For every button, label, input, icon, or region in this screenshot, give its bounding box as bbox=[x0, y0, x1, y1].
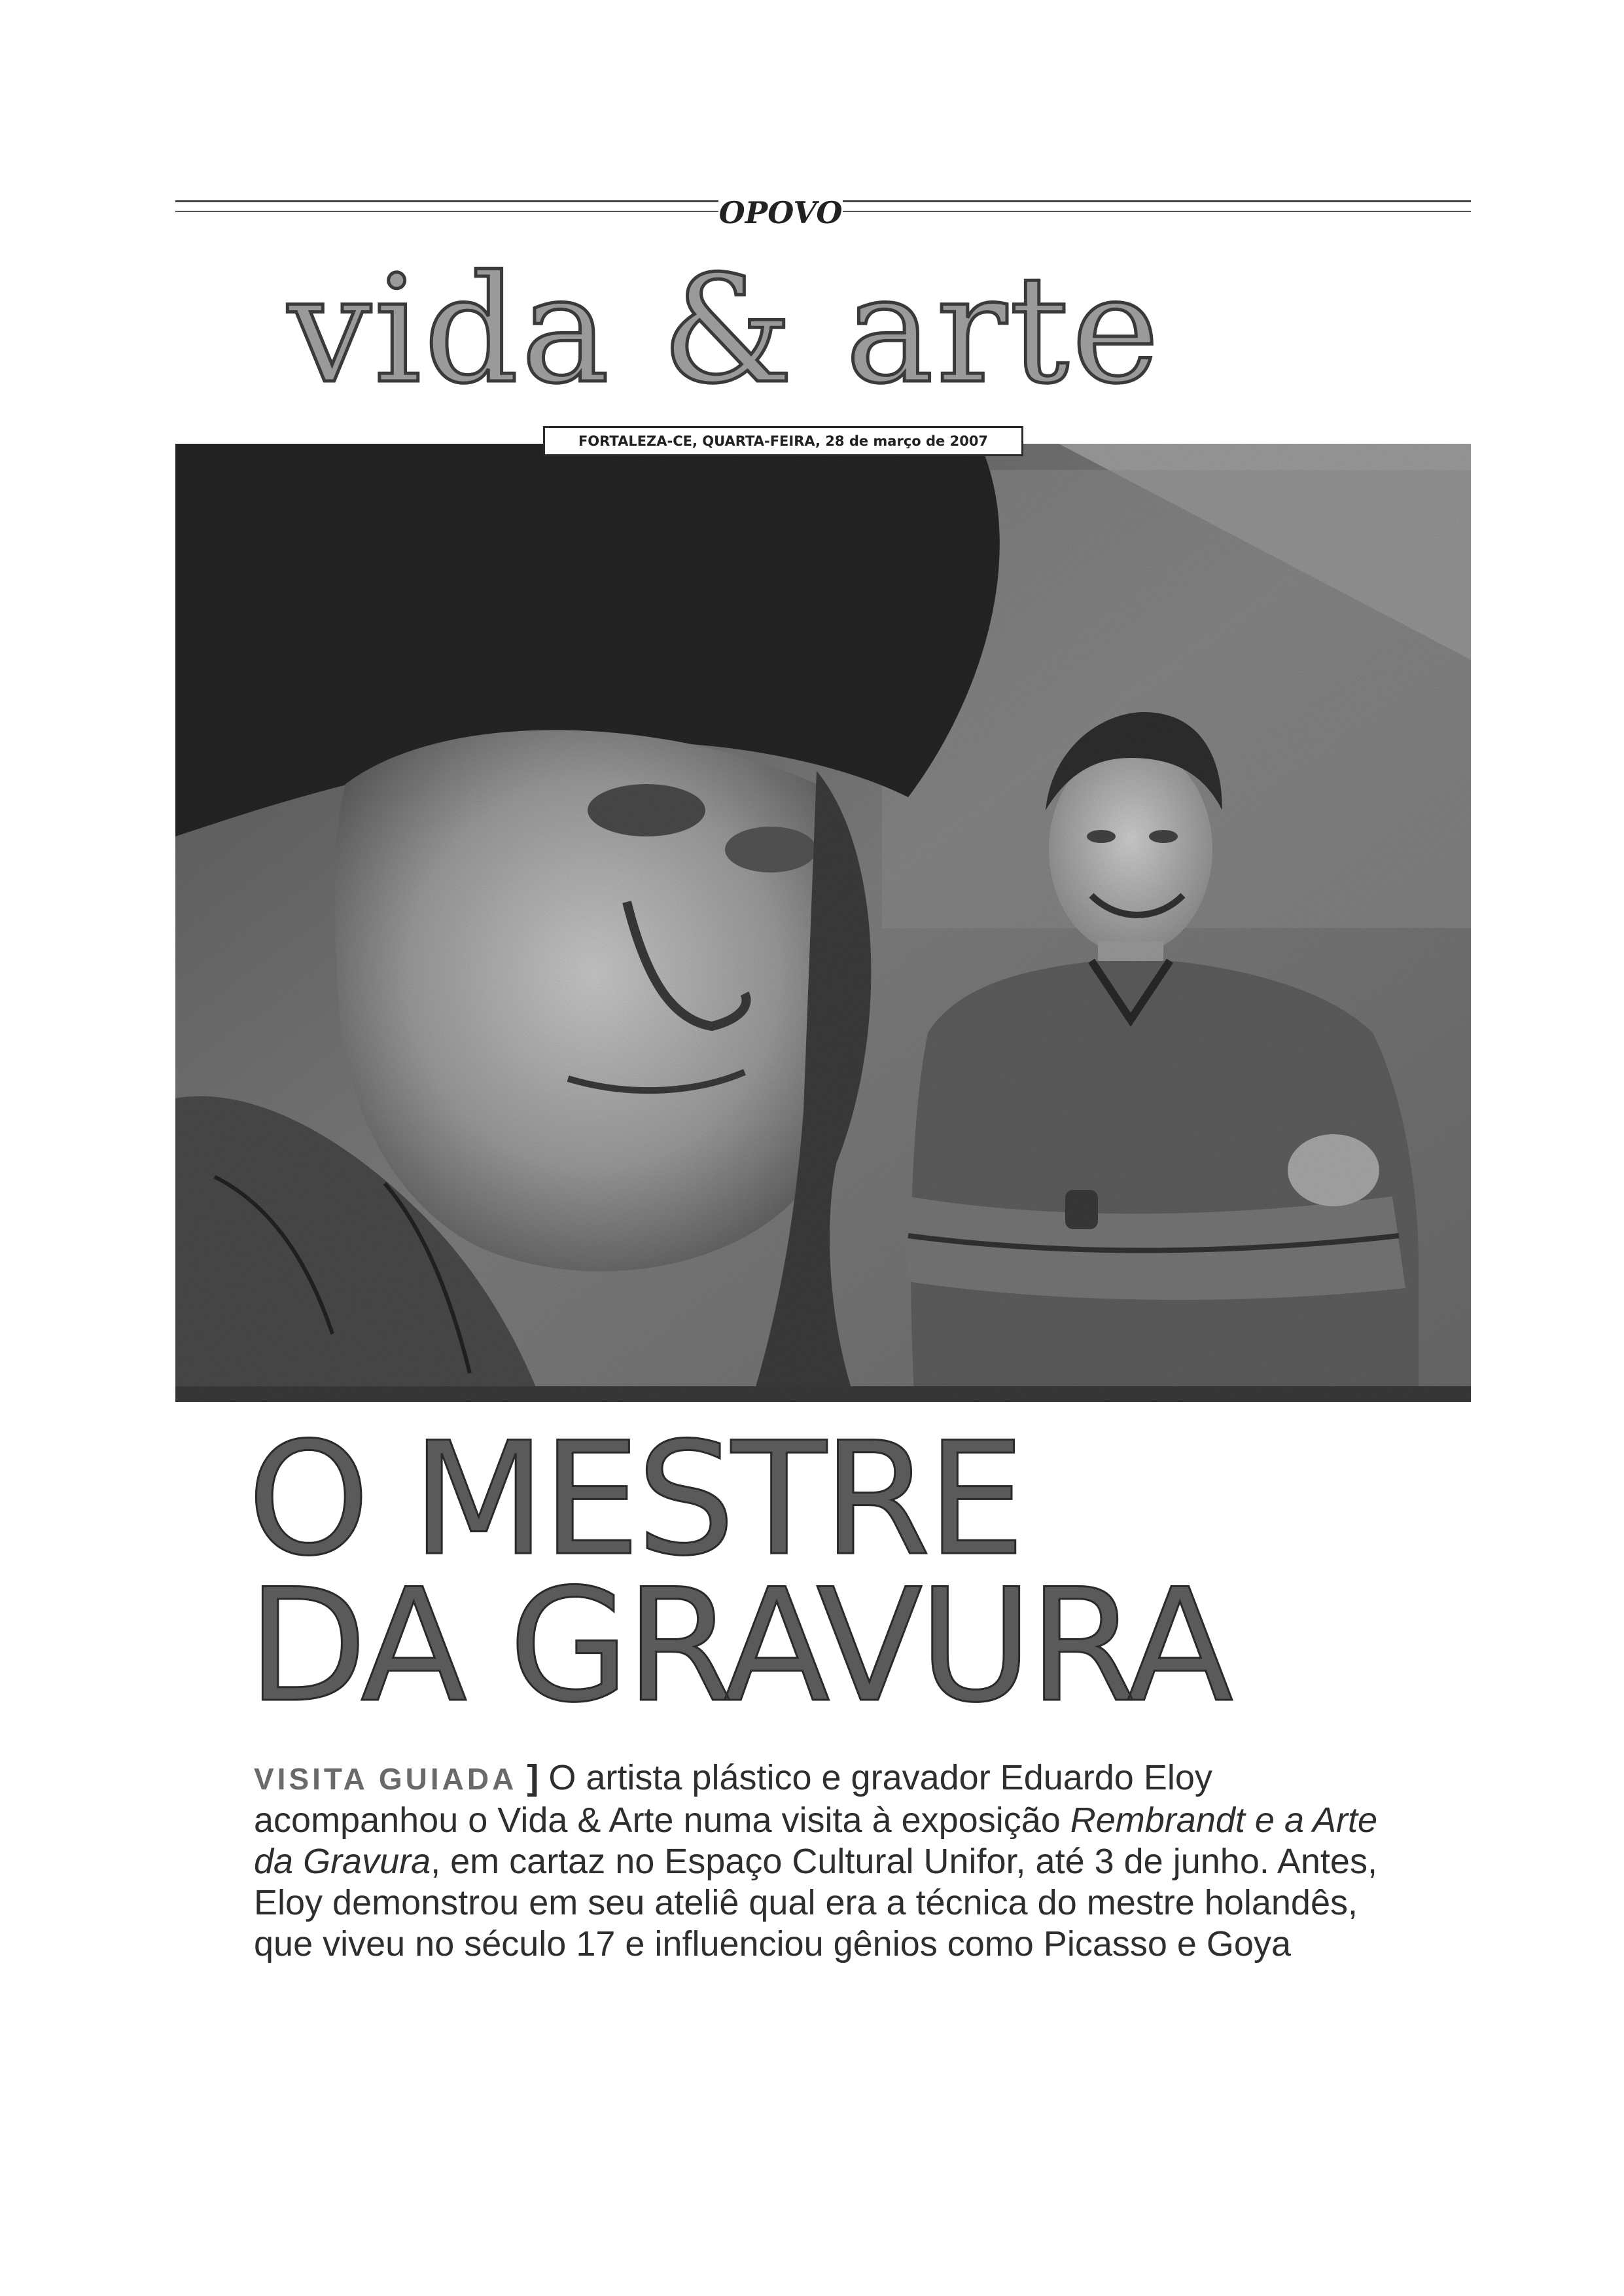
deck-line-4: Eloy demonstrou em seu ateliê qual era a técnica do mestre holandês, bbox=[254, 1883, 1358, 1922]
headline-line-1: O MESTRE bbox=[247, 1409, 1021, 1590]
exhibition-title-part-1: Rembrandt e a Arte bbox=[1070, 1801, 1378, 1840]
deck-line-5: que viveu no século 17 e influenciou gênios como Picasso e Goya bbox=[254, 1924, 1291, 1964]
kicker: VISITA GUIADA bbox=[254, 1762, 518, 1796]
newspaper-brand: OPOVO bbox=[718, 190, 843, 236]
section-title: vida & arte bbox=[288, 244, 1162, 416]
exhibition-title-part-2: da Gravura bbox=[254, 1842, 431, 1881]
headline bbox=[247, 1409, 1360, 1737]
deck-text-3: , em cartaz no Espaço Cultural Unifor, até 3 de junho. Antes, bbox=[431, 1842, 1377, 1881]
deck-line-3 bbox=[254, 1841, 1377, 1882]
deck-line-2 bbox=[254, 1800, 1378, 1841]
deck-text-2: acompanhou o Vida & Arte numa visita à exposição bbox=[254, 1801, 1070, 1840]
article-deck bbox=[254, 1757, 1378, 1965]
masthead-rule-right-bottom bbox=[843, 211, 1471, 212]
masthead-rule-right-top bbox=[843, 200, 1471, 202]
feature-photo bbox=[175, 444, 1471, 1402]
dateline: FORTALEZA-CE, QUARTA-FEIRA, 28 de março de 2007 bbox=[543, 426, 1023, 456]
masthead-rule-left-top bbox=[175, 200, 718, 202]
deck-text-1: O artista plástico e gravador Eduardo Eloy bbox=[548, 1758, 1212, 1797]
masthead-rule-left-bottom bbox=[175, 211, 718, 212]
headline-line-2: DA GRAVURA bbox=[247, 1556, 1229, 1737]
kicker-bracket: ] bbox=[527, 1758, 539, 1797]
deck-line-1 bbox=[254, 1757, 1275, 1800]
